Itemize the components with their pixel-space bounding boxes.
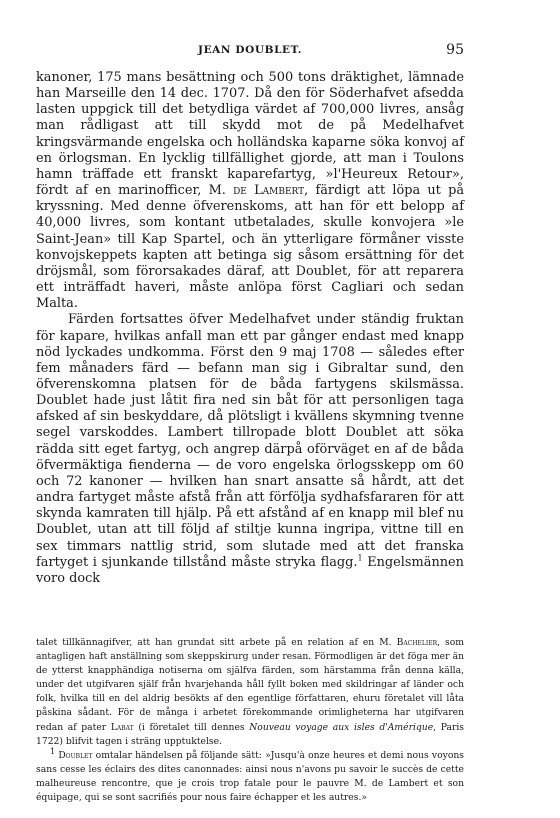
footnotes xyxy=(36,636,464,805)
footnote-2-text: omtalar händelsen på följande sätt: »Jusqu'à onze heures et demi nous voyons sans cesse les éclairs des dites canonnades: ainsi nous n'avons pu savoir le succès de cette malheureuse rencontre, que je crois trop fatale pour le pauvre M. de Lambert et son équipage, qui se sont sacrifiés pour nous faire échapper et les autres.» xyxy=(36,749,464,804)
paragraph-1-end: , färdigt att löpa ut på kryssning. Med denne öfverenskoms, att han för ett belopp af 40,000 livres, som kontant utbetalades, skulle konvojera »le Saint-Jean» till Kap Spartel, och än ytterligare förmåner visste konvojskeppets kapten att betinga sig såsom ersättning för det dröjsmål, som förorsakades däraf, att Doublet, för att reparera ett inträffadt haveri, måste anlöpa först Cagliari och sedan Malta. xyxy=(36,183,465,312)
running-head: JEAN DOUBLET. xyxy=(198,44,302,56)
paragraph-1-text: kanoner, 175 mans besättning och 500 tons dräktighet, lämnade han Marseille den 14 dec. 1707. Då den för Söderhafvet afsedda lasten uppgick till det betydliga värdet af 700,000 livres, ansåg man rådligast att till skydd mot de på Medelhafvet kringsvärmande engelska och holländska kaparne söka konvoj af en örlogsman. En lycklig tillfällighet gjorde, att man i Toulons hamn träffade ett franskt kaparefartyg, »l'Heureux Retour», fördt af en marinofficer, M. xyxy=(36,70,464,199)
paragraph-2-end: Engelsmännen voro dock xyxy=(36,554,464,586)
name-bachelier: Bachelier xyxy=(396,637,438,648)
paragraph-1 xyxy=(36,70,464,312)
footnote-1 xyxy=(36,746,464,805)
footnote-1-text-d: , Paris 1722) blifvit tagen i sträng upptuktelse. xyxy=(36,721,464,747)
footnote-1-text-b: , som antagligen haft anställning som skeppskirurg under resan. Förmodligen är det föga mer än de ytterst knapphändiga notiserna om själfva färden, som härstamma från denna källa, under det utgifvaren själf från hvarjehanda håll fyllt boken med skildringar af länder och folk, hvilka till en del aldrig besökts af den egentlige författaren, ehuru företalet vill låta påskina sådant. För de många i arbetet förekommande orimligheterna har utgifvaren redan af pater xyxy=(36,637,464,733)
name-lambert: de Lambert xyxy=(233,183,305,199)
footnote-ref: 1 xyxy=(357,553,363,563)
paragraph-2-text: Färden fortsattes öfver Medelhafvet under ständig fruktan för kapare, hvilkas anfall man ett par gånger endast med knapp nöd lyckades undkomma. Först den 9 maj 1708 — således efter fem månaders färd — befann man sig i Gibraltar sund, den öfverenskomna platsen för de båda fartygens skilsmässa. Doublet hade just låtit fira ned sin båt för att personligen taga afsked af sin beskyddare, då plötsligt i kvällens skymning tvenne segel varskoddes. Lambert tillropade blott Doublet att söka rädda sitt eget fartyg, och angrep därpå oförväget en af de båda öfvermäktiga fienderna — de voro engelska örlogsskepp om 60 och 72 kanoner — hvilken han snart ansatte så hårdt, att det andra fartyget måste afstå från att förfölja sydhafsfararen för att skynda kamraten till hjälp. På ett afstånd af en knapp mil blef nu Doublet, utan att till följd af stiltje kunna ingripa, vittne till en sex timmars nattlig strid, som slutade med att det franska fartyget i sjunkande tillstånd måste stryka flagg. xyxy=(36,312,464,570)
page-header xyxy=(36,44,464,64)
page-number: 95 xyxy=(446,42,464,58)
main-text xyxy=(36,70,464,587)
book-title: Nouveau voyage aux isles d'Amérique xyxy=(249,721,434,733)
footnote-mark: 1 xyxy=(50,746,56,756)
paragraph-2 xyxy=(36,312,464,587)
footnote-continued xyxy=(36,636,464,749)
name-doublet: Doublet xyxy=(55,749,93,761)
name-labat: Labat xyxy=(110,721,134,733)
footnote-1-text-c: (i företalet till dennes xyxy=(133,721,245,733)
footnote-1-text-a: talet tillkännagifver, att han grundat sitt arbete på en relation af en M. xyxy=(36,637,392,648)
